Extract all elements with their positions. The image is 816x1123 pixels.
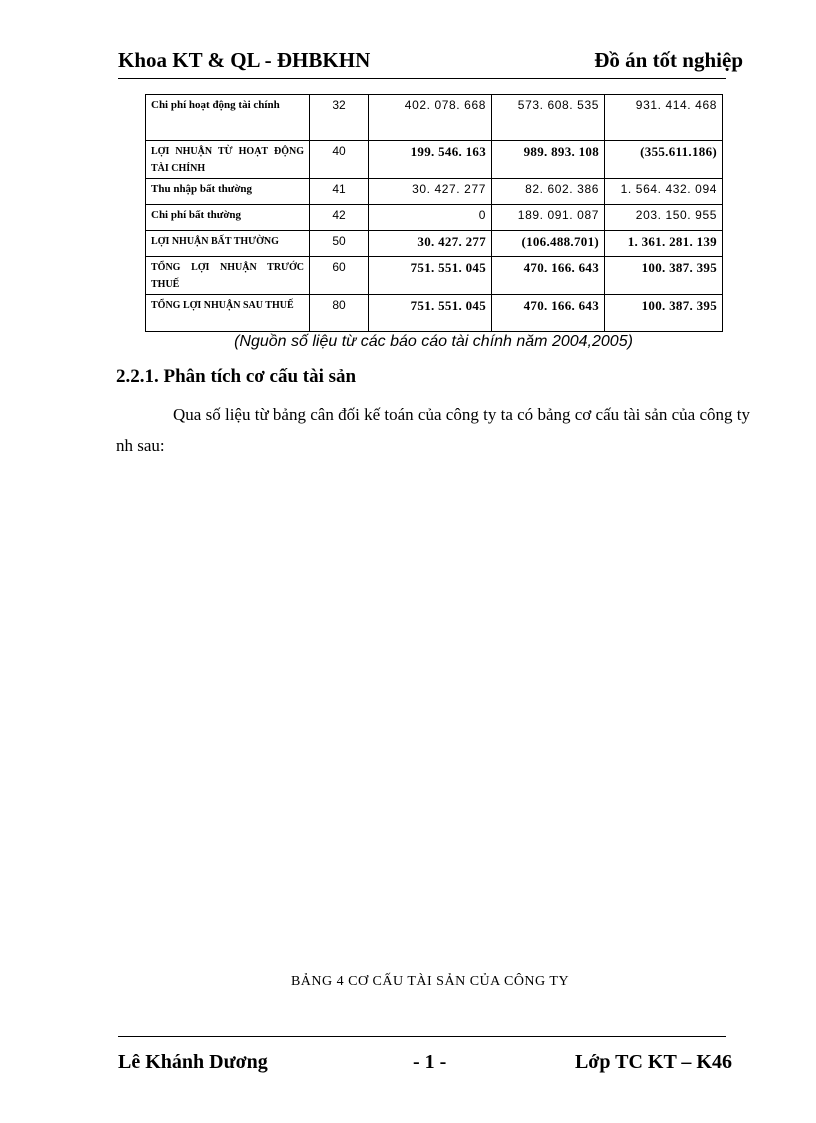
header-faculty: Khoa KT & QL - ĐHBKHN	[118, 48, 371, 72]
row-code: 40	[310, 141, 369, 179]
table-row	[146, 205, 723, 231]
page-header	[118, 48, 743, 78]
row-value-1: 0	[369, 205, 492, 231]
header-document-type: Đồ án tốt nghiệp	[594, 48, 743, 72]
row-value-2: 470. 166. 643	[492, 295, 605, 332]
row-code: 32	[310, 95, 369, 141]
table-source-note: (Nguồn số liệu từ các báo cáo tài chính năm 2004,2005)	[234, 333, 633, 350]
row-value-1: 751. 551. 045	[369, 295, 492, 332]
table-caption: BẢNG 4 CƠ CẤU TÀI SẢN CỦA CÔNG TY	[290, 974, 570, 989]
row-label: Thu nhập bất thường	[146, 179, 310, 205]
row-value-2: 189. 091. 087	[492, 205, 605, 231]
table-row	[146, 179, 723, 205]
row-value-1: 402. 078. 668	[369, 95, 492, 141]
row-value-2: 470. 166. 643	[492, 257, 605, 295]
row-code: 60	[310, 257, 369, 295]
row-value-1: 199. 546. 163	[369, 141, 492, 179]
row-value-2: 573. 608. 535	[492, 95, 605, 141]
table-row	[146, 231, 723, 257]
row-code: 41	[310, 179, 369, 205]
row-label: Chi phí hoạt động tài chính	[146, 95, 310, 141]
table-row	[146, 95, 723, 141]
row-code: 50	[310, 231, 369, 257]
row-value-3: 100. 387. 395	[605, 257, 723, 295]
row-value-2: 989. 893. 108	[492, 141, 605, 179]
row-label: TỔNG LỢI NHUẬN TRƯỚC THUẾ	[146, 257, 310, 295]
footer-author: Lê Khánh Dương	[118, 1051, 268, 1073]
row-label: TỔNG LỢI NHUẬN SAU THUẾ	[146, 295, 310, 332]
row-value-1: 30. 427. 277	[369, 179, 492, 205]
row-value-1: 30. 427. 277	[369, 231, 492, 257]
table-row	[146, 295, 723, 332]
footer-class: Lớp TC KT – K46	[574, 1051, 732, 1073]
row-value-3: 100. 387. 395	[605, 295, 723, 332]
row-label: LỢI NHUẬN BẤT THƯỜNG	[146, 231, 310, 257]
row-label: LỢI NHUẬN TỪ HOẠT ĐỘNG TÀI CHÍNH	[146, 141, 310, 179]
row-label: Chi phí bất thường	[146, 205, 310, 231]
header-divider	[118, 78, 726, 79]
footer-divider	[118, 1036, 726, 1037]
row-value-3: 203. 150. 955	[605, 205, 723, 231]
row-value-2: 82. 602. 386	[492, 179, 605, 205]
table-row	[146, 257, 723, 295]
income-statement-table	[145, 94, 723, 332]
row-code: 42	[310, 205, 369, 231]
section-heading: 2.2.1. Phân tích cơ cấu tài sản	[116, 366, 357, 387]
page-number: - 1 -	[413, 1051, 447, 1073]
row-value-3: 1. 564. 432. 094	[605, 179, 723, 205]
table-row	[146, 141, 723, 179]
row-code: 80	[310, 295, 369, 332]
row-value-1: 751. 551. 045	[369, 257, 492, 295]
row-value-2: (106.488.701)	[492, 231, 605, 257]
body-paragraph: Qua số liệu từ bảng cân đối kế toán của công ty ta có bảng cơ cấu tài sản của công ty nh sau:	[116, 405, 750, 455]
row-value-3: 1. 361. 281. 139	[605, 231, 723, 257]
row-value-3: (355.611.186)	[605, 141, 723, 179]
row-value-3: 931. 414. 468	[605, 95, 723, 141]
